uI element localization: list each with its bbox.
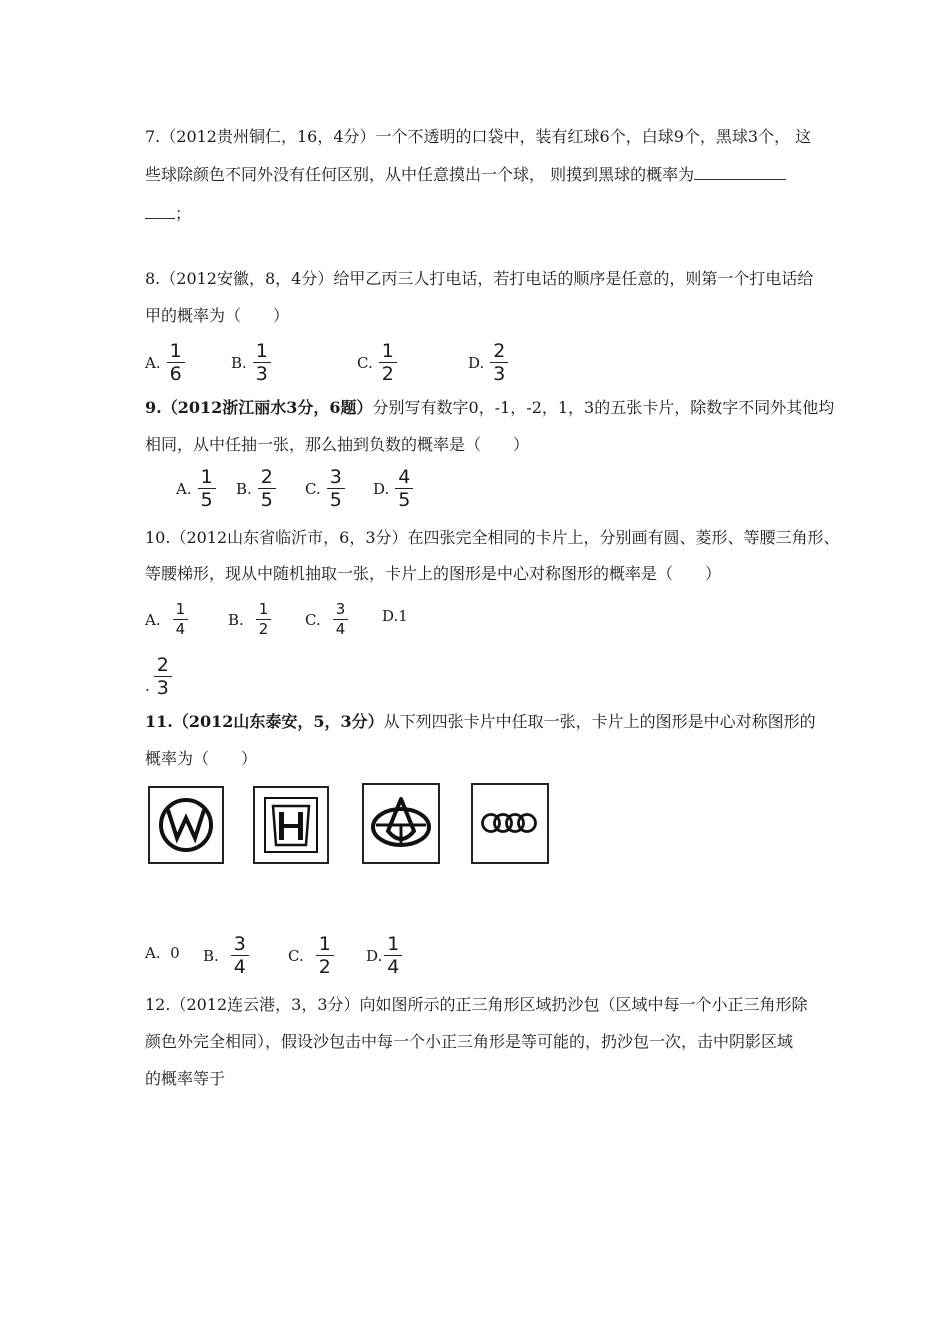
numerator: 1 <box>255 340 268 362</box>
option-label: B. <box>231 353 247 372</box>
q9-option-a <box>176 466 216 511</box>
numerator: 1 <box>318 933 331 955</box>
numerator: 3 <box>233 933 246 955</box>
option-label: C. <box>357 353 373 372</box>
numerator: 1 <box>169 340 182 362</box>
q11-option-c <box>288 933 334 978</box>
option-label: D. <box>373 479 390 498</box>
option-label: C. <box>305 610 321 629</box>
denominator: 3 <box>156 677 169 699</box>
option-label: B. <box>236 479 252 498</box>
option-label: A. <box>176 479 192 498</box>
q10-option-d <box>382 607 408 625</box>
q12-line1: 12.（2012连云港，3，3分）向如图所示的正三角形区域扔沙包（区域中每一个小正三角形除 <box>145 995 808 1014</box>
q9-option-c <box>305 466 345 511</box>
fraction <box>256 600 272 639</box>
q10-option-c <box>305 600 348 639</box>
option-label: A. <box>145 353 161 372</box>
numerator: 2 <box>260 466 273 488</box>
fraction <box>167 340 185 385</box>
fraction <box>333 600 349 639</box>
q9-source: 9.（2012浙江丽水3分，6题） <box>145 398 373 417</box>
option-label: A. 0 <box>145 944 180 962</box>
audi-rings-icon <box>473 785 547 862</box>
q9-line1-text: 分别写有数字0，-1，-2，1，3的五张卡片，除数字不同外其他均 <box>372 398 835 417</box>
card-toyota <box>362 783 440 864</box>
numerator: 3 <box>335 600 346 618</box>
fraction <box>258 466 276 511</box>
denominator: 3 <box>493 363 506 385</box>
q10-option-a <box>145 600 188 639</box>
q8-option-a <box>145 340 185 385</box>
option-label: D. <box>366 946 383 965</box>
numerator: 1 <box>381 340 394 362</box>
numerator: 2 <box>156 654 169 676</box>
fraction <box>316 933 334 978</box>
numerator: 1 <box>175 600 186 618</box>
q11-source: 11.（2012山东泰安，5，3分） <box>145 712 384 731</box>
denominator: 6 <box>169 363 182 385</box>
q12-line2: 颜色外完全相同），假设沙包击中每一个小正三角形是等可能的，扔沙包一次，击中阴影区域 <box>145 1032 794 1051</box>
numerator: 2 <box>493 340 506 362</box>
denominator: 5 <box>329 489 342 511</box>
q11-option-d <box>366 933 402 978</box>
numerator: 3 <box>329 466 342 488</box>
option-label: D.1 <box>382 607 408 625</box>
q7-line1: 7.（2012贵州铜仁，16，4分）一个不透明的口袋中，装有红球6个，白球9个，黑球3个， 这 <box>145 127 812 146</box>
fraction <box>253 340 271 385</box>
numerator: 1 <box>200 466 213 488</box>
q8-line2: 甲的概率为（ ） <box>145 306 290 325</box>
denominator: 2 <box>381 363 394 385</box>
q11-option-a <box>145 944 180 962</box>
denominator: 3 <box>255 363 268 385</box>
denominator: 5 <box>200 489 213 511</box>
option-label: A. <box>145 610 161 629</box>
q10-option-b <box>228 600 271 639</box>
numerator: 4 <box>398 466 411 488</box>
fraction <box>231 933 249 978</box>
toyota-logo-icon <box>364 785 438 862</box>
q10-line1: 10.（2012山东省临沂市，6，3分）在四张完全相同的卡片上，分别画有圆、菱形、等腰三角形、 <box>145 528 840 547</box>
q9-option-b <box>236 466 276 511</box>
card-volkswagen <box>148 786 224 864</box>
fraction <box>379 340 397 385</box>
q7-line3-end: ； <box>175 204 192 223</box>
q8-option-d <box>468 340 508 385</box>
volkswagen-logo-icon <box>150 788 222 862</box>
q9-line2: 相同，从中任抽一张，那么抽到负数的概率是（ ） <box>145 435 530 454</box>
honda-logo-icon <box>255 788 327 862</box>
option-label: C. <box>288 946 304 965</box>
fraction <box>198 466 216 511</box>
q8-option-b <box>231 340 271 385</box>
option-label: B. <box>203 946 219 965</box>
fraction <box>490 340 508 385</box>
q11-line2: 概率为（ ） <box>145 749 258 768</box>
q12-line3: 的概率等于 <box>145 1069 226 1088</box>
option-label: C. <box>305 479 321 498</box>
numerator: 1 <box>258 600 269 618</box>
option-label: B. <box>228 610 244 629</box>
denominator: 2 <box>318 956 331 978</box>
denominator: 4 <box>335 620 346 638</box>
q11-line1 <box>145 711 816 733</box>
answer-blank <box>694 165 786 180</box>
q11-option-b <box>203 933 249 978</box>
q7-line2-text: 些球除颜色不同外没有任何区别，从中任意摸出一个球， 则摸到黑球的概率为 <box>145 165 695 184</box>
q9-line1 <box>145 397 834 419</box>
q9-option-d <box>373 466 413 511</box>
q7-line3 <box>145 203 191 225</box>
card-audi <box>471 783 549 864</box>
stray-dot: . <box>145 677 150 695</box>
denominator: 5 <box>398 489 411 511</box>
q10-extra-fraction <box>145 654 172 699</box>
q8-option-c <box>357 340 397 385</box>
fraction <box>395 466 413 511</box>
q8-line1: 8.（2012安徽，8，4分）给甲乙丙三人打电话，若打电话的顺序是任意的，则第一个打电话给 <box>145 269 814 288</box>
q7-line2 <box>145 164 786 186</box>
answer-blank-continued <box>145 204 175 219</box>
option-label: D. <box>468 353 485 372</box>
fraction <box>154 654 172 699</box>
denominator: 5 <box>260 489 273 511</box>
fraction <box>327 466 345 511</box>
denominator: 2 <box>258 620 269 638</box>
q10-line2: 等腰梯形，现从中随机抽取一张，卡片上的图形是中心对称图形的概率是（ ） <box>145 564 722 583</box>
denominator: 4 <box>175 620 186 638</box>
denominator: 4 <box>233 956 246 978</box>
numerator: 1 <box>387 933 400 955</box>
denominator: 4 <box>387 956 400 978</box>
q11-line1-text: 从下列四张卡片中任取一张，卡片上的图形是中心对称图形的 <box>383 712 816 731</box>
fraction <box>384 933 402 978</box>
card-honda <box>253 786 329 864</box>
fraction <box>173 600 189 639</box>
